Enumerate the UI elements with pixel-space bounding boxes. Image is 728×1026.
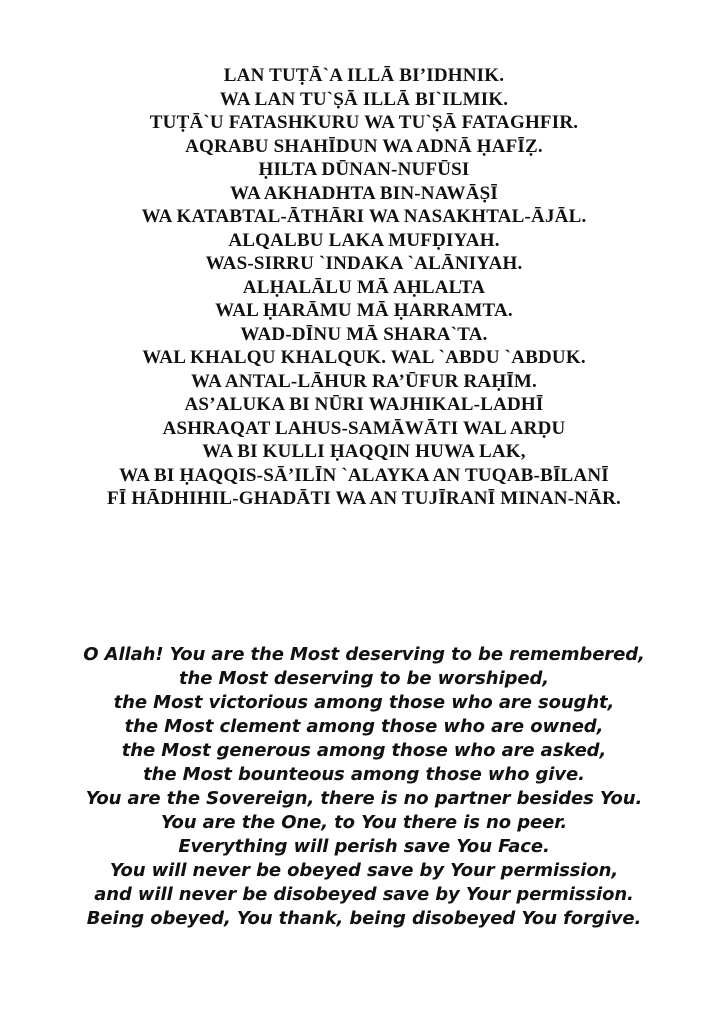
- transliteration-line: AS’ALUKA BI NŪRI WAJHIKAL-LADHĪ: [184, 394, 544, 415]
- transliteration-line: AQRABU SHAHĪDUN WA ADNĀ ḤAFĪẒ.: [185, 135, 543, 157]
- transliteration-line: WA AKHADHTA BIN-NAWĀṢĪ: [230, 182, 498, 204]
- translation-line: the Most deserving to be worshiped,: [178, 668, 549, 689]
- transliteration-line: ḤILTA DŪNAN-NUFŪSI: [258, 159, 470, 180]
- translation-line: and will never be disobeyed save by Your permission.: [94, 884, 634, 905]
- translation-line: Everything will perish save You Face.: [178, 836, 550, 857]
- translation-line: You are the One, to You there is no peer.: [160, 812, 568, 833]
- translation-line: You are the Sovereign, there is no partner besides You.: [85, 788, 643, 809]
- transliteration-line: ALQALBU LAKA MUFḌIYAH.: [228, 229, 500, 251]
- transliteration-line: LAN TUṬĀ`A ILLĀ BI’IDHNIK.: [223, 65, 505, 86]
- transliteration-line: WAS-SIRRU `INDAKA `ALĀNIYAH.: [205, 253, 523, 274]
- transliteration-line: WA LAN TU`ṢĀ ILLĀ BI`ILMIK.: [219, 88, 509, 110]
- transliteration-line: WA ANTAL-LĀHUR RA’ŪFUR RAḤĪM.: [190, 370, 538, 392]
- transliteration-line: ALḤALĀLU MĀ AḤLALTA: [242, 276, 486, 298]
- transliteration-block: [0, 64, 728, 511]
- transliteration-line: TUṬĀ`U FATASHKURU WA TU`ṢĀ FATAGHFIR.: [149, 112, 579, 133]
- transliteration-line: WAL KHALQU KHALQUK. WAL `ABDU `ABDUK.: [142, 347, 586, 368]
- translation-block: [0, 643, 728, 931]
- transliteration-line: WAD-DĪNU MĀ SHARA`TA.: [240, 323, 488, 345]
- translation-line: the Most clement among those who are owned,: [124, 716, 604, 737]
- translation-line: the Most generous among those who are asked,: [121, 740, 607, 761]
- transliteration-line: ASHRAQAT LAHUS-SAMĀWĀTI WAL ARḌU: [162, 417, 566, 439]
- transliteration-line: WA KATABTAL-ĀTHĀRI WA NASAKHTAL-ĀJĀL.: [141, 206, 587, 227]
- translation-line: the Most victorious among those who are sought,: [113, 692, 615, 713]
- translation-line: O Allah! You are the Most deserving to be remembered,: [83, 644, 645, 665]
- transliteration-line: WAL ḤARĀMU MĀ ḤARRAMTA.: [215, 300, 513, 321]
- translation-line: the Most bounteous among those who give.: [143, 764, 585, 785]
- transliteration-line: WA BI KULLI ḤAQQIN HUWA LAK,: [202, 441, 526, 462]
- transliteration-line: WA BI ḤAQQIS-SĀ’ILĪN `ALAYKA AN TUQAB-BĪLANĪ: [119, 464, 609, 486]
- translation-line: Being obeyed, You thank, being disobeyed You forgive.: [86, 908, 642, 929]
- translation-line: You will never be obeyed save by Your permission,: [109, 860, 619, 881]
- transliteration-line: FĪ HĀDHIHIL-GHADĀTI WA AN TUJĪRANĪ MINAN-NĀR.: [107, 488, 621, 509]
